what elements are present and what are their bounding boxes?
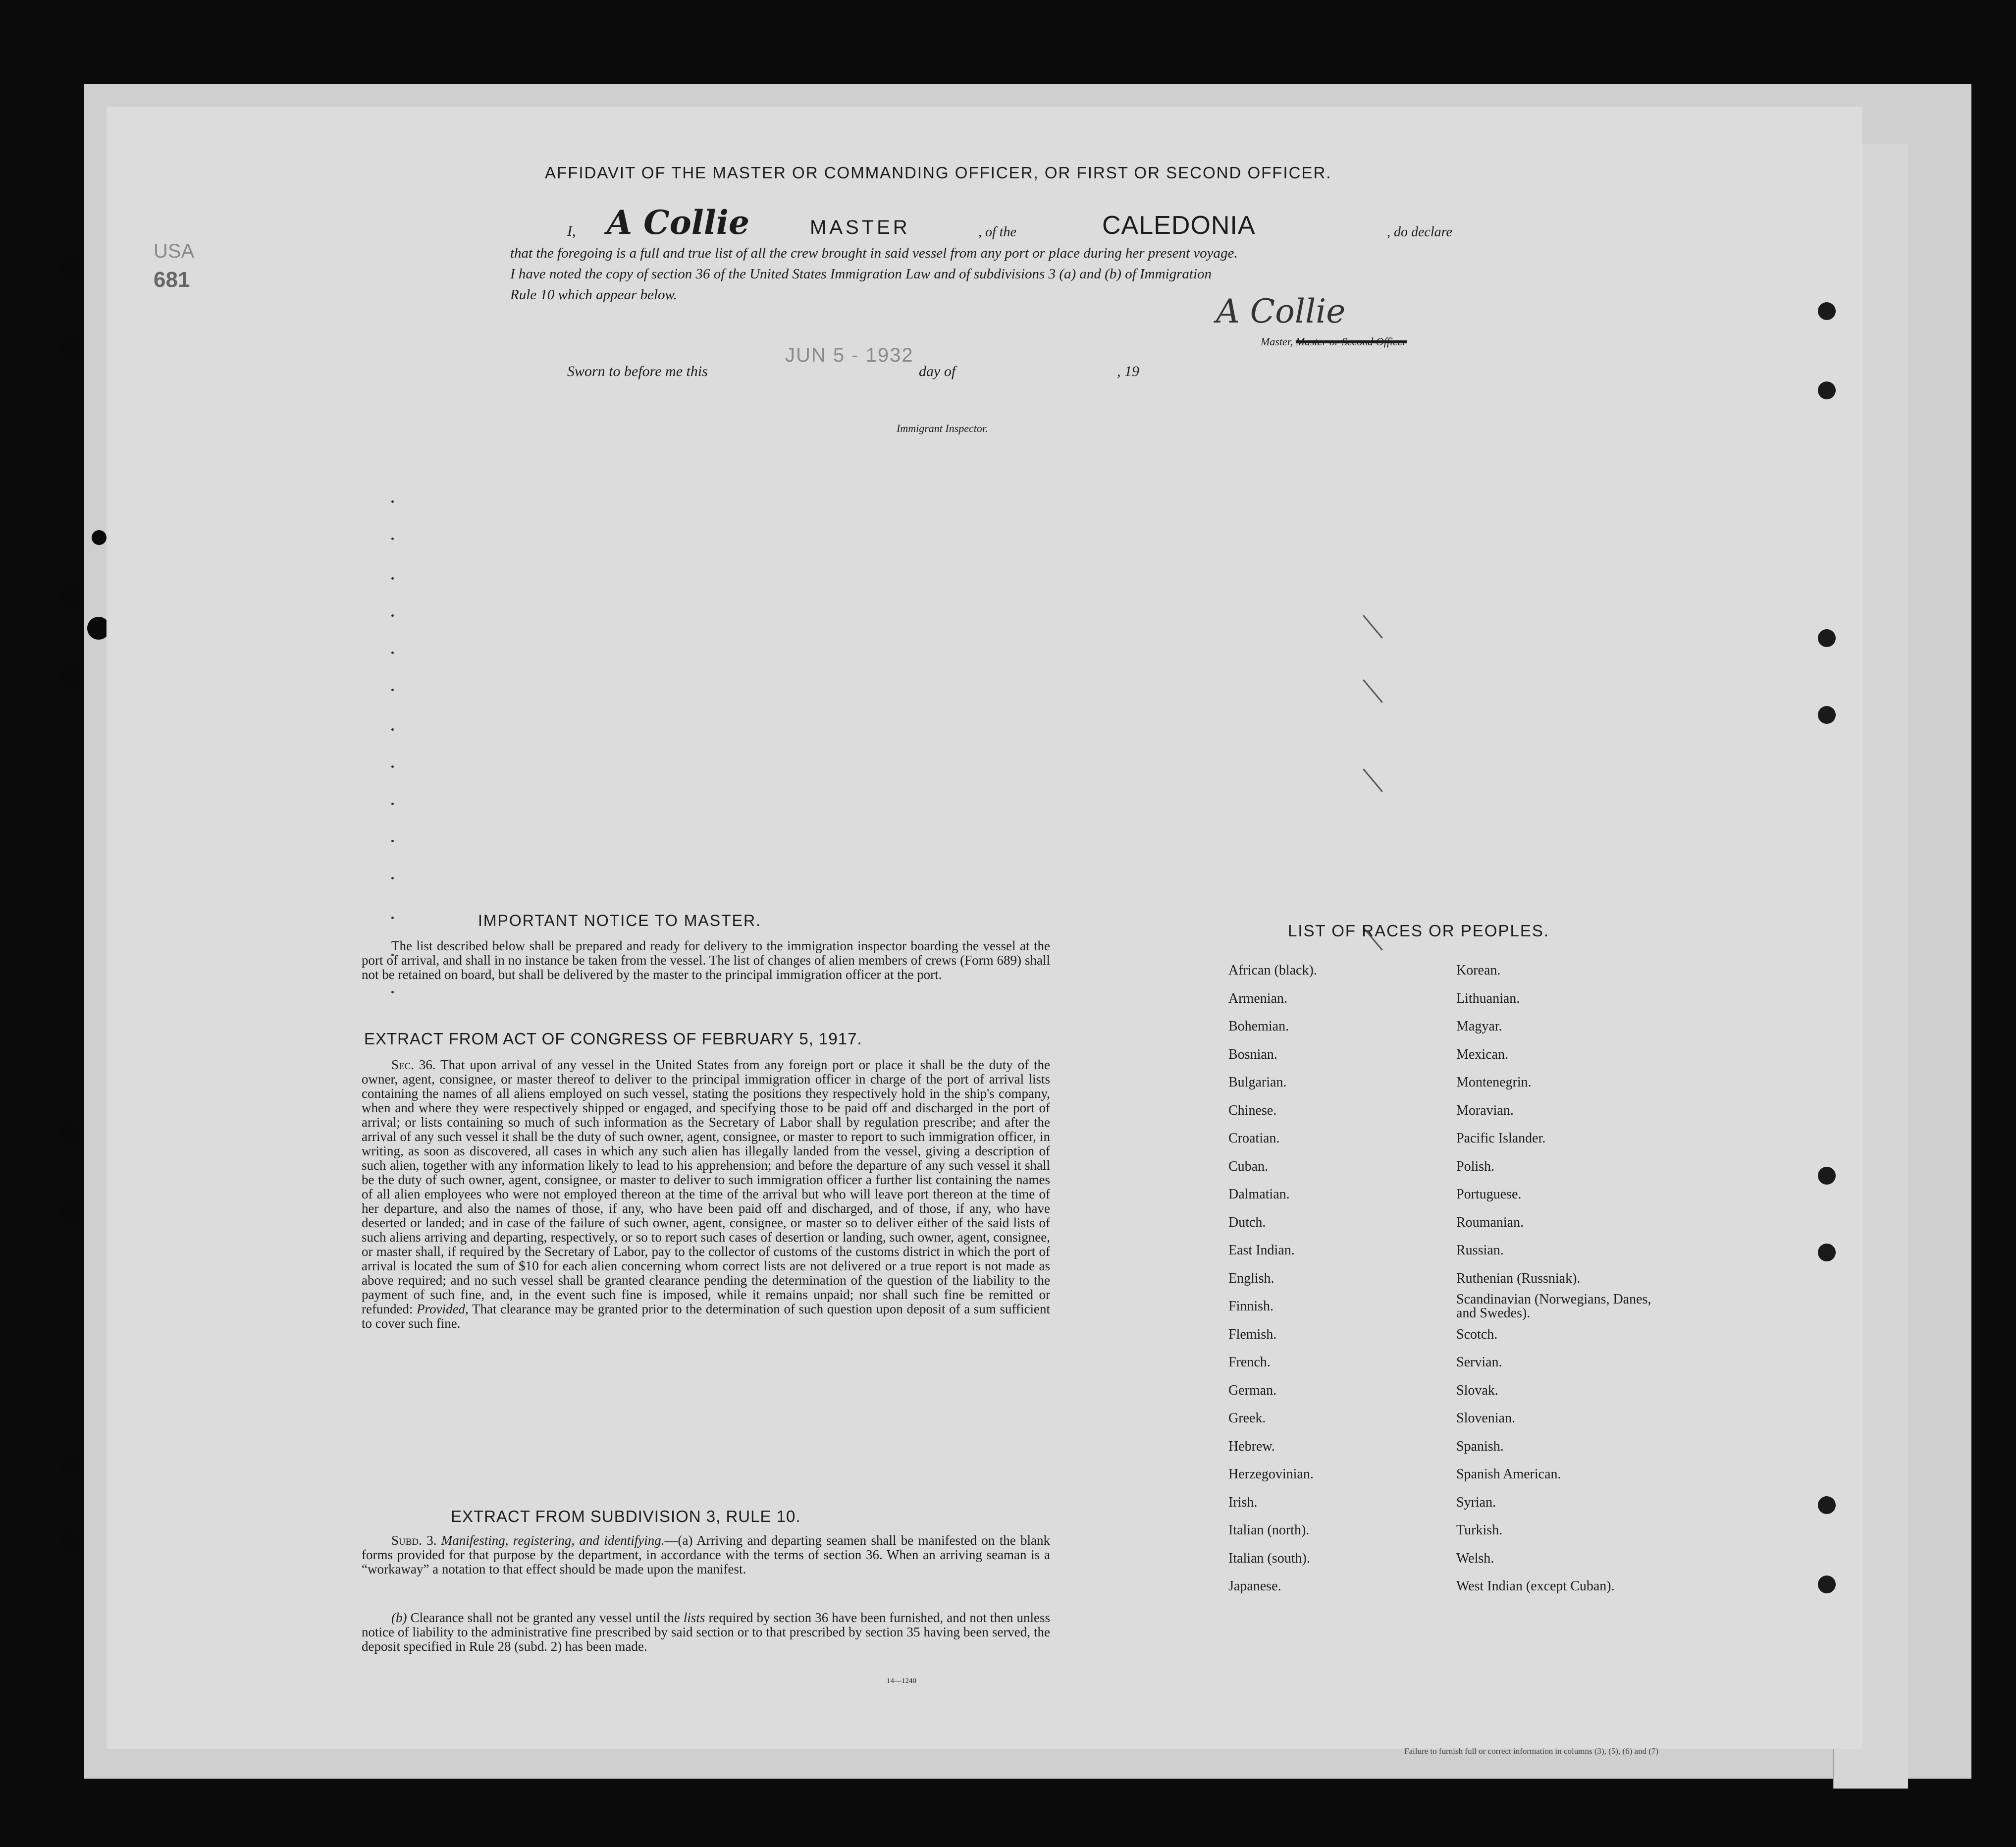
race-item: Bulgarian. <box>1228 1075 1287 1090</box>
binder-hole <box>59 1201 82 1224</box>
margin-stamp: USA <box>154 240 195 262</box>
binder-hole <box>59 258 82 280</box>
race-item: Lithuanian. <box>1456 990 1520 1006</box>
race-item: Slovak. <box>1456 1382 1498 1398</box>
inspector-label: Immigrant Inspector. <box>897 422 988 435</box>
race-item: Welsh. <box>1456 1550 1494 1566</box>
race-item: Herzegovinian. <box>1228 1467 1314 1482</box>
binder-hole <box>59 1122 82 1145</box>
signature-caption <box>1261 335 1407 348</box>
race-item: Moravian. <box>1456 1102 1514 1118</box>
race-item: Slovenian. <box>1456 1411 1515 1426</box>
signature-caption-master: Master, <box>1261 335 1293 348</box>
rule-body-a: —(a) Arriving and departing seamen shall be manifested on the blank forms provided for that purpose by the department, in accordance with the terms of section 36. When an arriving seaman is a “workaway” a notation to that effect should be made upon the manifest. <box>362 1533 1050 1576</box>
rule-b-text-1: Clearance shall not be granted any vessel until the <box>410 1610 680 1625</box>
declaration-line-3: Rule 10 which appear below. <box>510 287 677 303</box>
rule-b-text-2: required by section 36 have been furnished, and not then unless notice of liability to the administrative fine prescribed by said section or to that prescribed by section 35 having been served, the deposit specified in Rule 28 (subd. 2) has been made. <box>362 1610 1051 1654</box>
race-item: Servian. <box>1456 1355 1502 1370</box>
race-item: Bohemian. <box>1228 1019 1289 1034</box>
race-item: Irish. <box>1228 1494 1258 1510</box>
rule-subd-title: Manifesting, registering, and identifying. <box>441 1533 665 1548</box>
rank-master: MASTER <box>810 217 910 238</box>
binder-hole <box>1818 302 1836 320</box>
act-title: EXTRACT FROM ACT OF CONGRESS OF FEBRUARY 5, 1917. <box>364 1030 862 1048</box>
margin-stamp-number: 681 <box>154 268 190 292</box>
binder-hole <box>1818 1575 1836 1593</box>
race-item: Chinese. <box>1228 1102 1277 1118</box>
faint-mark <box>391 689 394 691</box>
race-item: Cuban. <box>1228 1158 1269 1174</box>
faint-mark <box>391 803 394 805</box>
affidavit-i: I, <box>567 223 576 239</box>
notice-title: IMPORTANT NOTICE TO MASTER. <box>478 912 761 929</box>
binder-hole <box>1818 1496 1836 1514</box>
binder-hole <box>59 1531 82 1554</box>
race-item: Croatian. <box>1228 1131 1280 1146</box>
faint-mark <box>1363 679 1383 703</box>
binder-hole <box>1818 381 1836 399</box>
race-item: Finnish. <box>1228 1299 1274 1314</box>
master-signature: A Collie <box>1216 292 1346 330</box>
race-item: Greek. <box>1228 1411 1266 1426</box>
year-label: , 19 <box>1117 363 1139 380</box>
binder-hole <box>92 530 106 545</box>
faint-mark <box>1363 615 1383 639</box>
race-item: West Indian (except Cuban). <box>1456 1578 1615 1594</box>
faint-mark <box>391 728 394 731</box>
race-item: Italian (north). <box>1228 1522 1310 1538</box>
faint-mark <box>391 991 394 993</box>
race-item: Flemish. <box>1228 1326 1277 1342</box>
race-item: Syrian. <box>1456 1494 1496 1510</box>
race-item: Polish. <box>1456 1158 1495 1174</box>
race-item: Spanish. <box>1456 1438 1504 1454</box>
sworn-label: Sworn to before me this <box>567 363 708 380</box>
binder-hole <box>59 585 82 607</box>
race-item: Bosnian. <box>1228 1046 1277 1062</box>
act-body: That upon arrival of any vessel in the United States from any foreign port or place it shall be the duty of the owner, agent, consignee, or master thereof to deliver to the principal immigration officer in charge of the port of arrival lists containing the names of all aliens employed on such vessel, stating the positions they respectively hold in the ship's company, when and where they were respectively shipped or engaged, and specifying those to be paid off and discharged in the port of arrival; or lists containing so much of such information as the Secretary of Labor shall by regulation prescribe; and after the arrival of any such vessel it shall be the duty of such owner, agent, consignee, or master to report to such immigration officer, in writing, as soon as discovered, all cases in which any such alien has illegally landed from the vessel, giving a description of such alien, together with any information likely to lead to his apprehension; and before the departure of any such vessel it shall be the duty of such owner, agent, consignee, or master to deliver to such immigration officer a further list containing the names of all alien employees who were not employed thereon at the time of the arrival but who will leave port thereon at the time of her departure, and also the names of those, if any, who have been paid off and discharged, and of those, if any, who have deserted or landed; and in case of the failure of such owner, agent, consignee, or master so to deliver either of the said lists of such aliens arriving and departing, respectively, or so to report such cases of desertion or landing, such owner, agent, consignee, or master shall, if required by the Secretary of Labor, pay to the collector of customs of the customs district in which the port of arrival is located the sum of $10 for each alien concerning whom correct lists are not delivered or a true report is not made as above required; and no such vessel shall be granted clearance pending the determination of the question of the liability to the payment of such fine, and, in the event such fine is imposed, while it remains unpaid; nor shall such fine be remitted or refunded: <box>362 1057 1050 1316</box>
race-item: German. <box>1228 1382 1277 1398</box>
affidavit-page <box>106 107 1862 1756</box>
race-item: Mexican. <box>1456 1046 1508 1062</box>
race-item: Spanish American. <box>1456 1467 1561 1482</box>
rule-b-lists: lists <box>683 1610 705 1625</box>
rule-subd: Subd. 3. <box>391 1533 437 1548</box>
race-item: Pacific Islander. <box>1456 1131 1546 1146</box>
declaration-line-2: I have noted the copy of section 36 of the United States Immigration Law and of subdivisions 3 (a) and (b) of Immigration <box>510 266 1212 282</box>
binder-hole <box>1818 706 1836 724</box>
races-title: LIST OF RACES OR PEOPLES. <box>1288 922 1550 940</box>
declaration-line-1: that the foregoing is a full and true list of all the crew brought in said vessel from any port or place during her present voyage. <box>510 245 1238 261</box>
faint-mark <box>1363 768 1383 792</box>
race-item: Portuguese. <box>1456 1187 1522 1202</box>
faint-mark <box>391 577 394 580</box>
rule-title: EXTRACT FROM SUBDIVISION 3, RULE 10. <box>451 1507 801 1525</box>
of-the-label: , of the <box>978 224 1016 240</box>
faint-mark <box>391 877 394 879</box>
binder-hole <box>59 664 82 687</box>
faint-mark <box>391 652 394 654</box>
race-item: Japanese. <box>1228 1578 1281 1594</box>
race-item: Dalmatian. <box>1228 1187 1290 1202</box>
act-provided: Provided, <box>417 1302 469 1316</box>
race-item: Russian. <box>1456 1243 1504 1258</box>
do-declare-label: , do declare <box>1387 224 1452 240</box>
race-item: Montenegrin. <box>1456 1075 1532 1090</box>
race-item: Turkish. <box>1456 1522 1503 1538</box>
race-item: Roumanian. <box>1456 1214 1524 1230</box>
act-section: Sec. 36. <box>391 1057 436 1072</box>
race-item: Italian (south). <box>1228 1550 1310 1566</box>
act-body-2: That clearance may be granted prior to the determination of such question upon deposit of a sum sufficient to cover such fine. <box>362 1302 1050 1331</box>
form-number: 14—1240 <box>887 1677 916 1685</box>
binder-hole <box>1818 629 1836 647</box>
race-item: East Indian. <box>1228 1243 1295 1258</box>
affidavit-title: AFFIDAVIT OF THE MASTER OR COMMANDING OFFICER, OR FIRST OR SECOND OFFICER. <box>545 163 1332 182</box>
notice-text: The list described below shall be prepared and ready for delivery to the immigration inspector boarding the vessel at the port of arrival, and shall in no instance be taken from the vessel. The list of changes of alien members of crews (Form 689) shall not be retained on board, but shall be delivered by the master to the principal immigration officer at the port. <box>362 938 1050 982</box>
faint-mark <box>391 840 394 842</box>
race-item: Scotch. <box>1456 1326 1498 1342</box>
rule-text-b <box>362 1611 1050 1654</box>
master-name-signature: A Collie <box>607 203 749 242</box>
act-text <box>362 1058 1050 1331</box>
rule-b-label: (b) <box>391 1610 407 1625</box>
race-item: Armenian. <box>1228 990 1287 1006</box>
date-stamp: JUN 5 - 1932 <box>785 344 914 366</box>
race-item: Magyar. <box>1456 1019 1502 1034</box>
day-of-label: day of <box>919 363 956 380</box>
faint-mark <box>391 614 394 617</box>
race-item: Korean. <box>1456 963 1501 978</box>
race-item: Hebrew. <box>1228 1438 1275 1454</box>
binder-hole <box>1818 1167 1836 1185</box>
vessel-name: CALEDONIA <box>1102 211 1256 240</box>
footnote-line-2: is punishable by a fine of Ten Dollars for each alien. See other side. <box>1404 1760 1632 1769</box>
signature-caption-struck: Master or Second Officer <box>1295 335 1407 348</box>
race-item: Scandinavian (Norwegians, Danes, and Swedes). <box>1456 1292 1651 1321</box>
faint-mark <box>391 500 394 503</box>
race-item: Ruthenian (Russniak). <box>1456 1270 1581 1286</box>
footnote-line-1: Failure to furnish full or correct information in columns (3), (5), (6) and (7) <box>1404 1746 1659 1756</box>
race-item: English. <box>1228 1270 1274 1286</box>
faint-mark <box>391 538 394 540</box>
rule-text-a <box>362 1533 1050 1576</box>
binder-hole <box>1818 1244 1836 1261</box>
faint-mark <box>391 917 394 919</box>
race-item: Dutch. <box>1228 1214 1266 1230</box>
binder-hole <box>59 337 82 360</box>
race-item: African (black). <box>1228 963 1317 978</box>
binder-hole <box>59 1454 82 1477</box>
faint-mark <box>391 765 394 768</box>
race-item: French. <box>1228 1355 1271 1370</box>
